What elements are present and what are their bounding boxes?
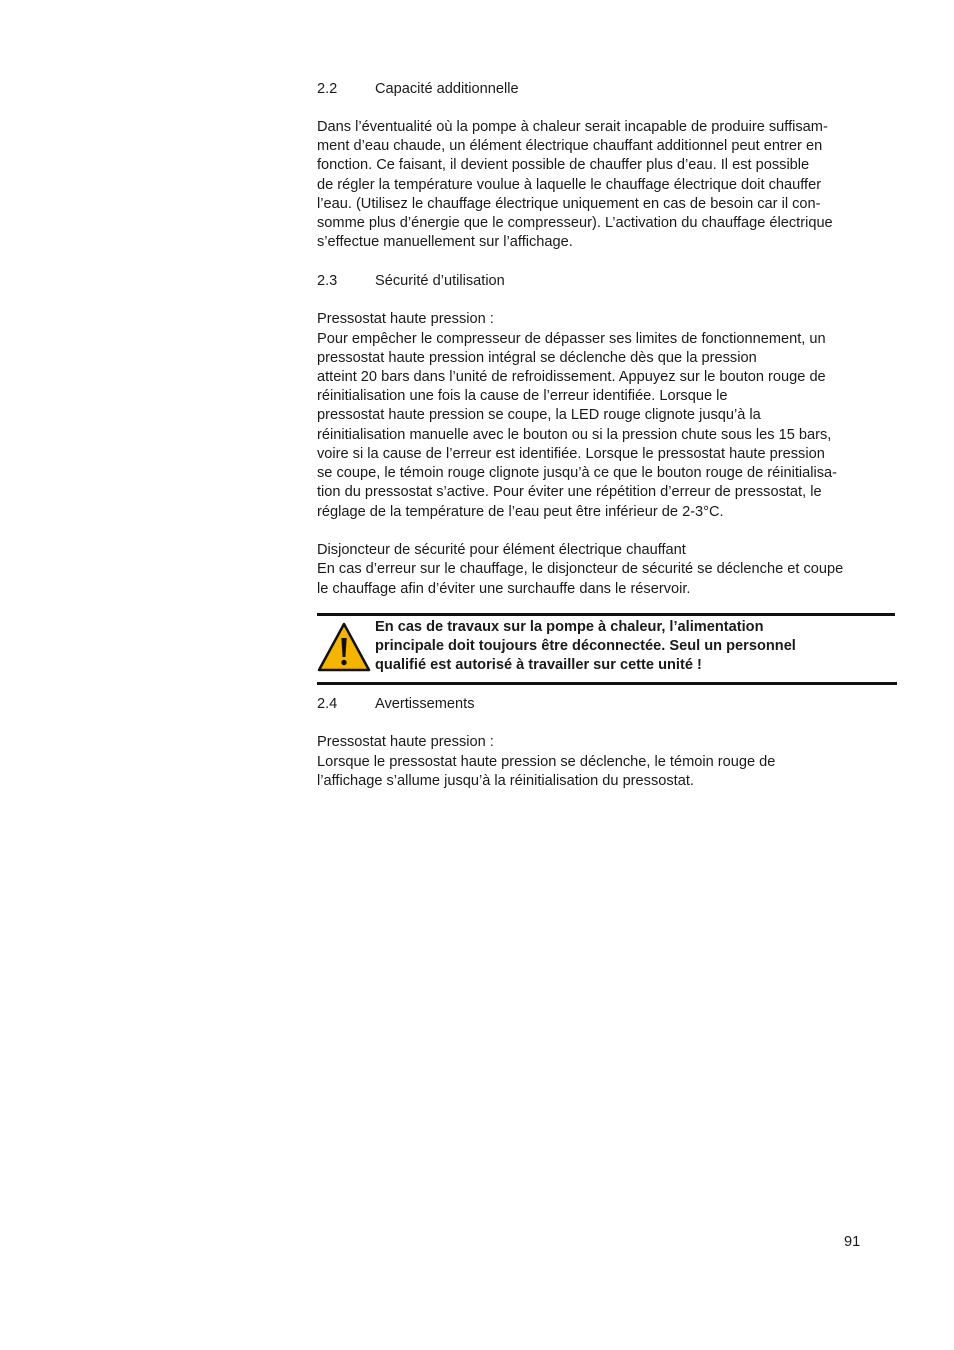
text-line: Pour empêcher le compresseur de dépasser ses limites de fonctionnement, un [317, 331, 826, 347]
text-line: tion du pressostat s’active. Pour éviter une répétition d’erreur de pressostat, le [317, 484, 822, 500]
text-line: voire si la cause de l’erreur est identifiée. Lorsque le pressostat haute pression [317, 446, 825, 462]
text-line: Pressostat haute pression : [317, 734, 494, 750]
section-number: 2.2 [317, 81, 338, 97]
warning-line: En cas de travaux sur la pompe à chaleur, l’alimentation [375, 619, 764, 635]
section-title: Capacité additionnelle [375, 81, 519, 97]
warning-bottom-rule [317, 682, 897, 685]
text-line: l’eau. (Utilisez le chauffage électrique uniquement en cas de besoin car il con- [317, 196, 821, 212]
text-line: le chauffage afin d’éviter une surchauffe dans le réservoir. [317, 581, 691, 597]
warning-top-rule [317, 613, 895, 616]
page-number: 91 [844, 1234, 861, 1250]
warning-line: principale doit toujours être déconnectée. Seul un personnel [375, 638, 796, 654]
warning-line: qualifié est autorisé à travailler sur cette unité ! [375, 657, 702, 673]
text-line: atteint 20 bars dans l’unité de refroidissement. Appuyez sur le bouton rouge de [317, 369, 826, 385]
text-line: pressostat haute pression se coupe, la LED rouge clignote jusqu’à la [317, 407, 761, 423]
text-line: Dans l’éventualité où la pompe à chaleur serait incapable de produire suffisam- [317, 119, 828, 135]
text-line: En cas d’erreur sur le chauffage, le disjoncteur de sécurité se déclenche et coupe [317, 561, 844, 577]
text-line: réglage de la température de l’eau peut être inférieur de 2-3°C. [317, 504, 724, 520]
text-line: s’effectue manuellement sur l’affichage. [317, 234, 573, 250]
text-line: somme plus d’énergie que le compresseur). L’activation du chauffage électrique [317, 215, 833, 231]
text-line: Pressostat haute pression : [317, 311, 494, 327]
warning-triangle-icon [317, 622, 371, 672]
text-line: Lorsque le pressostat haute pression se déclenche, le témoin rouge de [317, 754, 776, 770]
text-line: fonction. Ce faisant, il devient possible de chauffer plus d’eau. Il est possible [317, 157, 810, 173]
section-title: Sécurité d’utilisation [375, 273, 505, 289]
section-number: 2.4 [317, 696, 338, 712]
text-line: de régler la température voulue à laquelle le chauffage électrique doit chauffer [317, 177, 822, 193]
text-line: réinitialisation manuelle avec le bouton ou si la pression chute sous les 15 bars, [317, 427, 832, 443]
text-line: ment d’eau chaude, un élément électrique chauffant additionnel peut entrer en [317, 138, 823, 154]
text-line: pressostat haute pression intégral se déclenche dès que la pression [317, 350, 757, 366]
text-line: se coupe, le témoin rouge clignote jusqu’à ce que le bouton rouge de réinitialisa- [317, 465, 838, 481]
text-line: Disjoncteur de sécurité pour élément électrique chauffant [317, 542, 686, 558]
text-line: l’affichage s’allume jusqu’à la réinitialisation du pressostat. [317, 773, 694, 789]
section-number: 2.3 [317, 273, 338, 289]
section-title: Avertissements [375, 696, 475, 712]
text-line: réinitialisation une fois la cause de l’erreur identifiée. Lorsque le [317, 388, 728, 404]
